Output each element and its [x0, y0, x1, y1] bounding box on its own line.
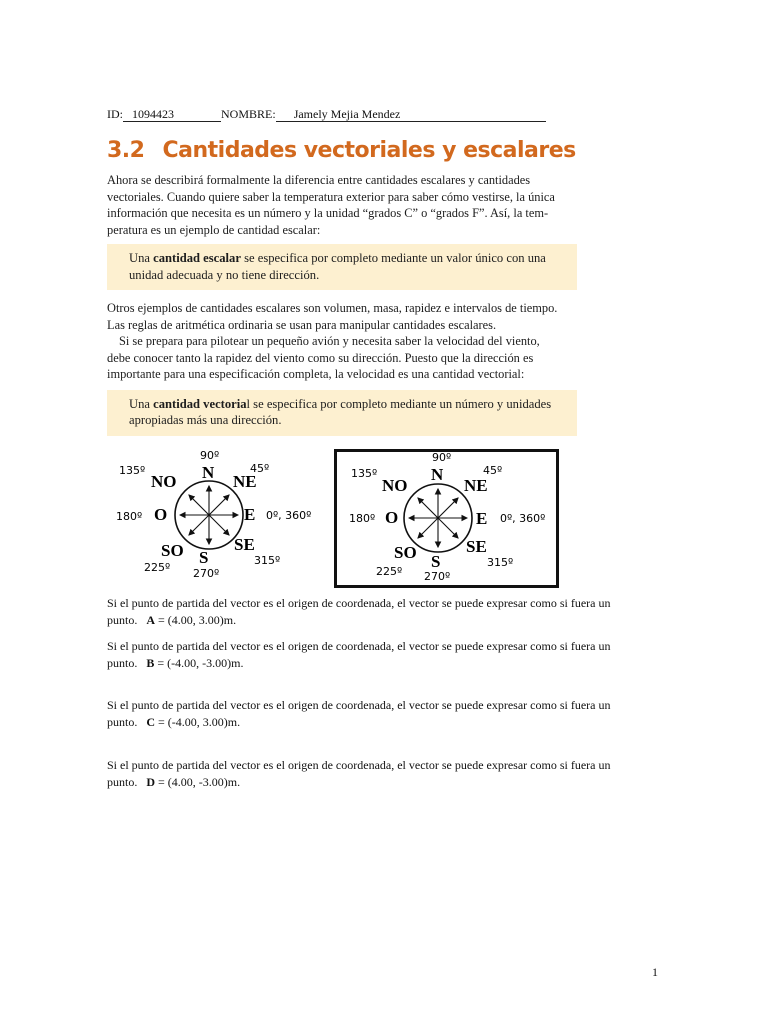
degree-90: 90º — [200, 449, 220, 462]
question-prefix: punto. — [107, 774, 138, 789]
degree-0-360: 0º, 360º — [500, 512, 546, 525]
vector-label-c: C — [146, 714, 156, 729]
intro-line-1: Ahora se describirá formalmente la diferencia entre cantidades escalares y cantidades — [107, 173, 531, 187]
middle-line-2: Las reglas de aritmética ordinaria se usan para manipular cantidades escalares. — [107, 317, 497, 332]
vector-value-a: = (4.00, 3.00)m. — [155, 612, 237, 627]
intro-line-3: información que necesita es un número y la unidad “grados C” o “grados F”. Así, la tem- — [107, 206, 549, 220]
scalar-box-prefix: Una — [129, 251, 154, 265]
degree-135: 135º — [119, 464, 146, 477]
northeast-label: NE — [464, 476, 488, 495]
compass-rose-left — [112, 446, 332, 584]
middle-line-4: debe conocer tanto la rapidez del viento como su dirección. Puesto que la dirección es — [107, 350, 534, 365]
middle-line-5: importante para una especificación completa, la velocidad es una cantidad vectorial: — [107, 367, 525, 381]
scalar-term: cantidad escalar — [153, 251, 241, 265]
compass-rose-right — [334, 449, 560, 589]
vector-label-a: A — [146, 612, 156, 627]
intro-line-2: vectoriales. Cuando quiere saber la temperatura exterior para saber cómo vestirse, la única — [107, 189, 555, 204]
degree-270: 270º — [424, 570, 451, 583]
vector-definition-box — [107, 390, 577, 436]
degree-315: 315º — [254, 554, 281, 567]
name-label: NOMBRE: — [221, 107, 276, 121]
scalar-box-line-2: unidad adecuada y no tiene dirección. — [129, 267, 320, 282]
question-c — [107, 697, 637, 730]
student-header — [107, 107, 546, 122]
vector-box-line-2: apropiadas más una dirección. — [129, 413, 282, 427]
vector-term: cantidad vectoria — [153, 396, 247, 411]
degree-45: 45º — [250, 462, 270, 475]
section-title-text: Cantidades vectoriales y escalares — [162, 138, 576, 163]
section-number: 3.2 — [107, 138, 145, 163]
id-value: 1094423 — [132, 107, 174, 121]
middle-line-1: Otros ejemplos de cantidades escalares son volumen, masa, rapidez e intervalos de tiempo. — [107, 301, 558, 315]
question-answer — [107, 612, 637, 629]
southeast-label: SE — [234, 535, 255, 554]
id-label: ID: — [107, 107, 123, 121]
question-d — [107, 757, 637, 790]
vector-box-prefix: Una — [129, 396, 154, 411]
direction-arrows — [180, 486, 238, 544]
question-line: Si el punto de partida del vector es el origen de coordenada, el vector se puede expresar como si fuera un — [107, 639, 611, 653]
scalar-definition-box — [107, 244, 577, 290]
vector-value-d: = (4.00, -3.00)m. — [155, 774, 241, 789]
degree-225: 225º — [144, 561, 171, 574]
vector-label-b: B — [146, 655, 155, 670]
northeast-label: NE — [233, 472, 257, 491]
vector-value-b: = (-4.00, -3.00)m. — [154, 655, 244, 670]
question-a — [107, 595, 637, 628]
scalar-box-line-1 — [129, 250, 563, 267]
vector-label-d: D — [146, 774, 156, 789]
textbook-excerpt — [107, 138, 577, 436]
degree-180: 180º — [116, 510, 143, 523]
question-prefix: punto. — [107, 612, 138, 627]
name-value: Jamely Mejia Mendez — [293, 107, 401, 121]
southwest-label: SO — [161, 541, 184, 560]
middle-line-3: Si se prepara para pilotear un pequeño avión y necesita saber la velocidad del viento, — [119, 334, 540, 348]
degree-45: 45º — [483, 464, 503, 477]
vector-value-c: = (-4.00, 3.00)m. — [155, 714, 241, 729]
middle-paragraph — [107, 300, 577, 383]
east-label: E — [244, 505, 256, 524]
question-answer — [107, 774, 637, 791]
intro-line-4: peratura es un ejemplo de cantidad escalar: — [107, 222, 321, 237]
direction-arrows — [409, 489, 467, 547]
id-value-field — [123, 108, 221, 122]
north-label: N — [202, 463, 215, 482]
southwest-label: SO — [394, 543, 417, 562]
south-label: S — [431, 552, 441, 571]
degree-0-360: 0º, 360º — [266, 509, 312, 522]
question-prefix: punto. — [107, 655, 138, 670]
southeast-label: SE — [466, 537, 487, 556]
degree-90: 90º — [432, 451, 452, 464]
degree-180: 180º — [349, 512, 376, 525]
west-label: O — [385, 508, 399, 527]
west-label: O — [154, 505, 168, 524]
degree-270: 270º — [193, 567, 220, 580]
question-b — [107, 638, 637, 671]
north-label: N — [431, 465, 444, 484]
northwest-label: NO — [382, 476, 408, 495]
page-number: 1 — [652, 965, 658, 979]
question-line: Si el punto de partida del vector es el origen de coordenada, el vector se puede expresar como si fuera un — [107, 758, 611, 772]
question-line: Si el punto de partida del vector es el origen de coordenada, el vector se puede expresar como si fuera un — [107, 698, 611, 712]
northwest-label: NO — [151, 472, 177, 491]
degree-225: 225º — [376, 565, 403, 578]
name-value-field — [276, 108, 546, 122]
vector-box-rest: se especifica por completo mediante un número y unidades — [250, 396, 552, 411]
degree-315: 315º — [487, 556, 514, 569]
vector-term-suffix: l — [246, 396, 251, 411]
intro-paragraph — [107, 172, 577, 238]
south-label: S — [199, 548, 209, 567]
question-prefix: punto. — [107, 714, 138, 729]
question-answer — [107, 714, 637, 731]
degree-135: 135º — [351, 467, 378, 480]
question-answer — [107, 655, 637, 672]
east-label: E — [476, 509, 488, 528]
question-line: Si el punto de partida del vector es el origen de coordenada, el vector se puede expresar como si fuera un — [107, 596, 611, 610]
scalar-box-rest: se especifica por completo mediante un valor único con una — [240, 251, 546, 265]
section-title — [107, 138, 577, 172]
vector-box-line-1 — [129, 396, 563, 413]
